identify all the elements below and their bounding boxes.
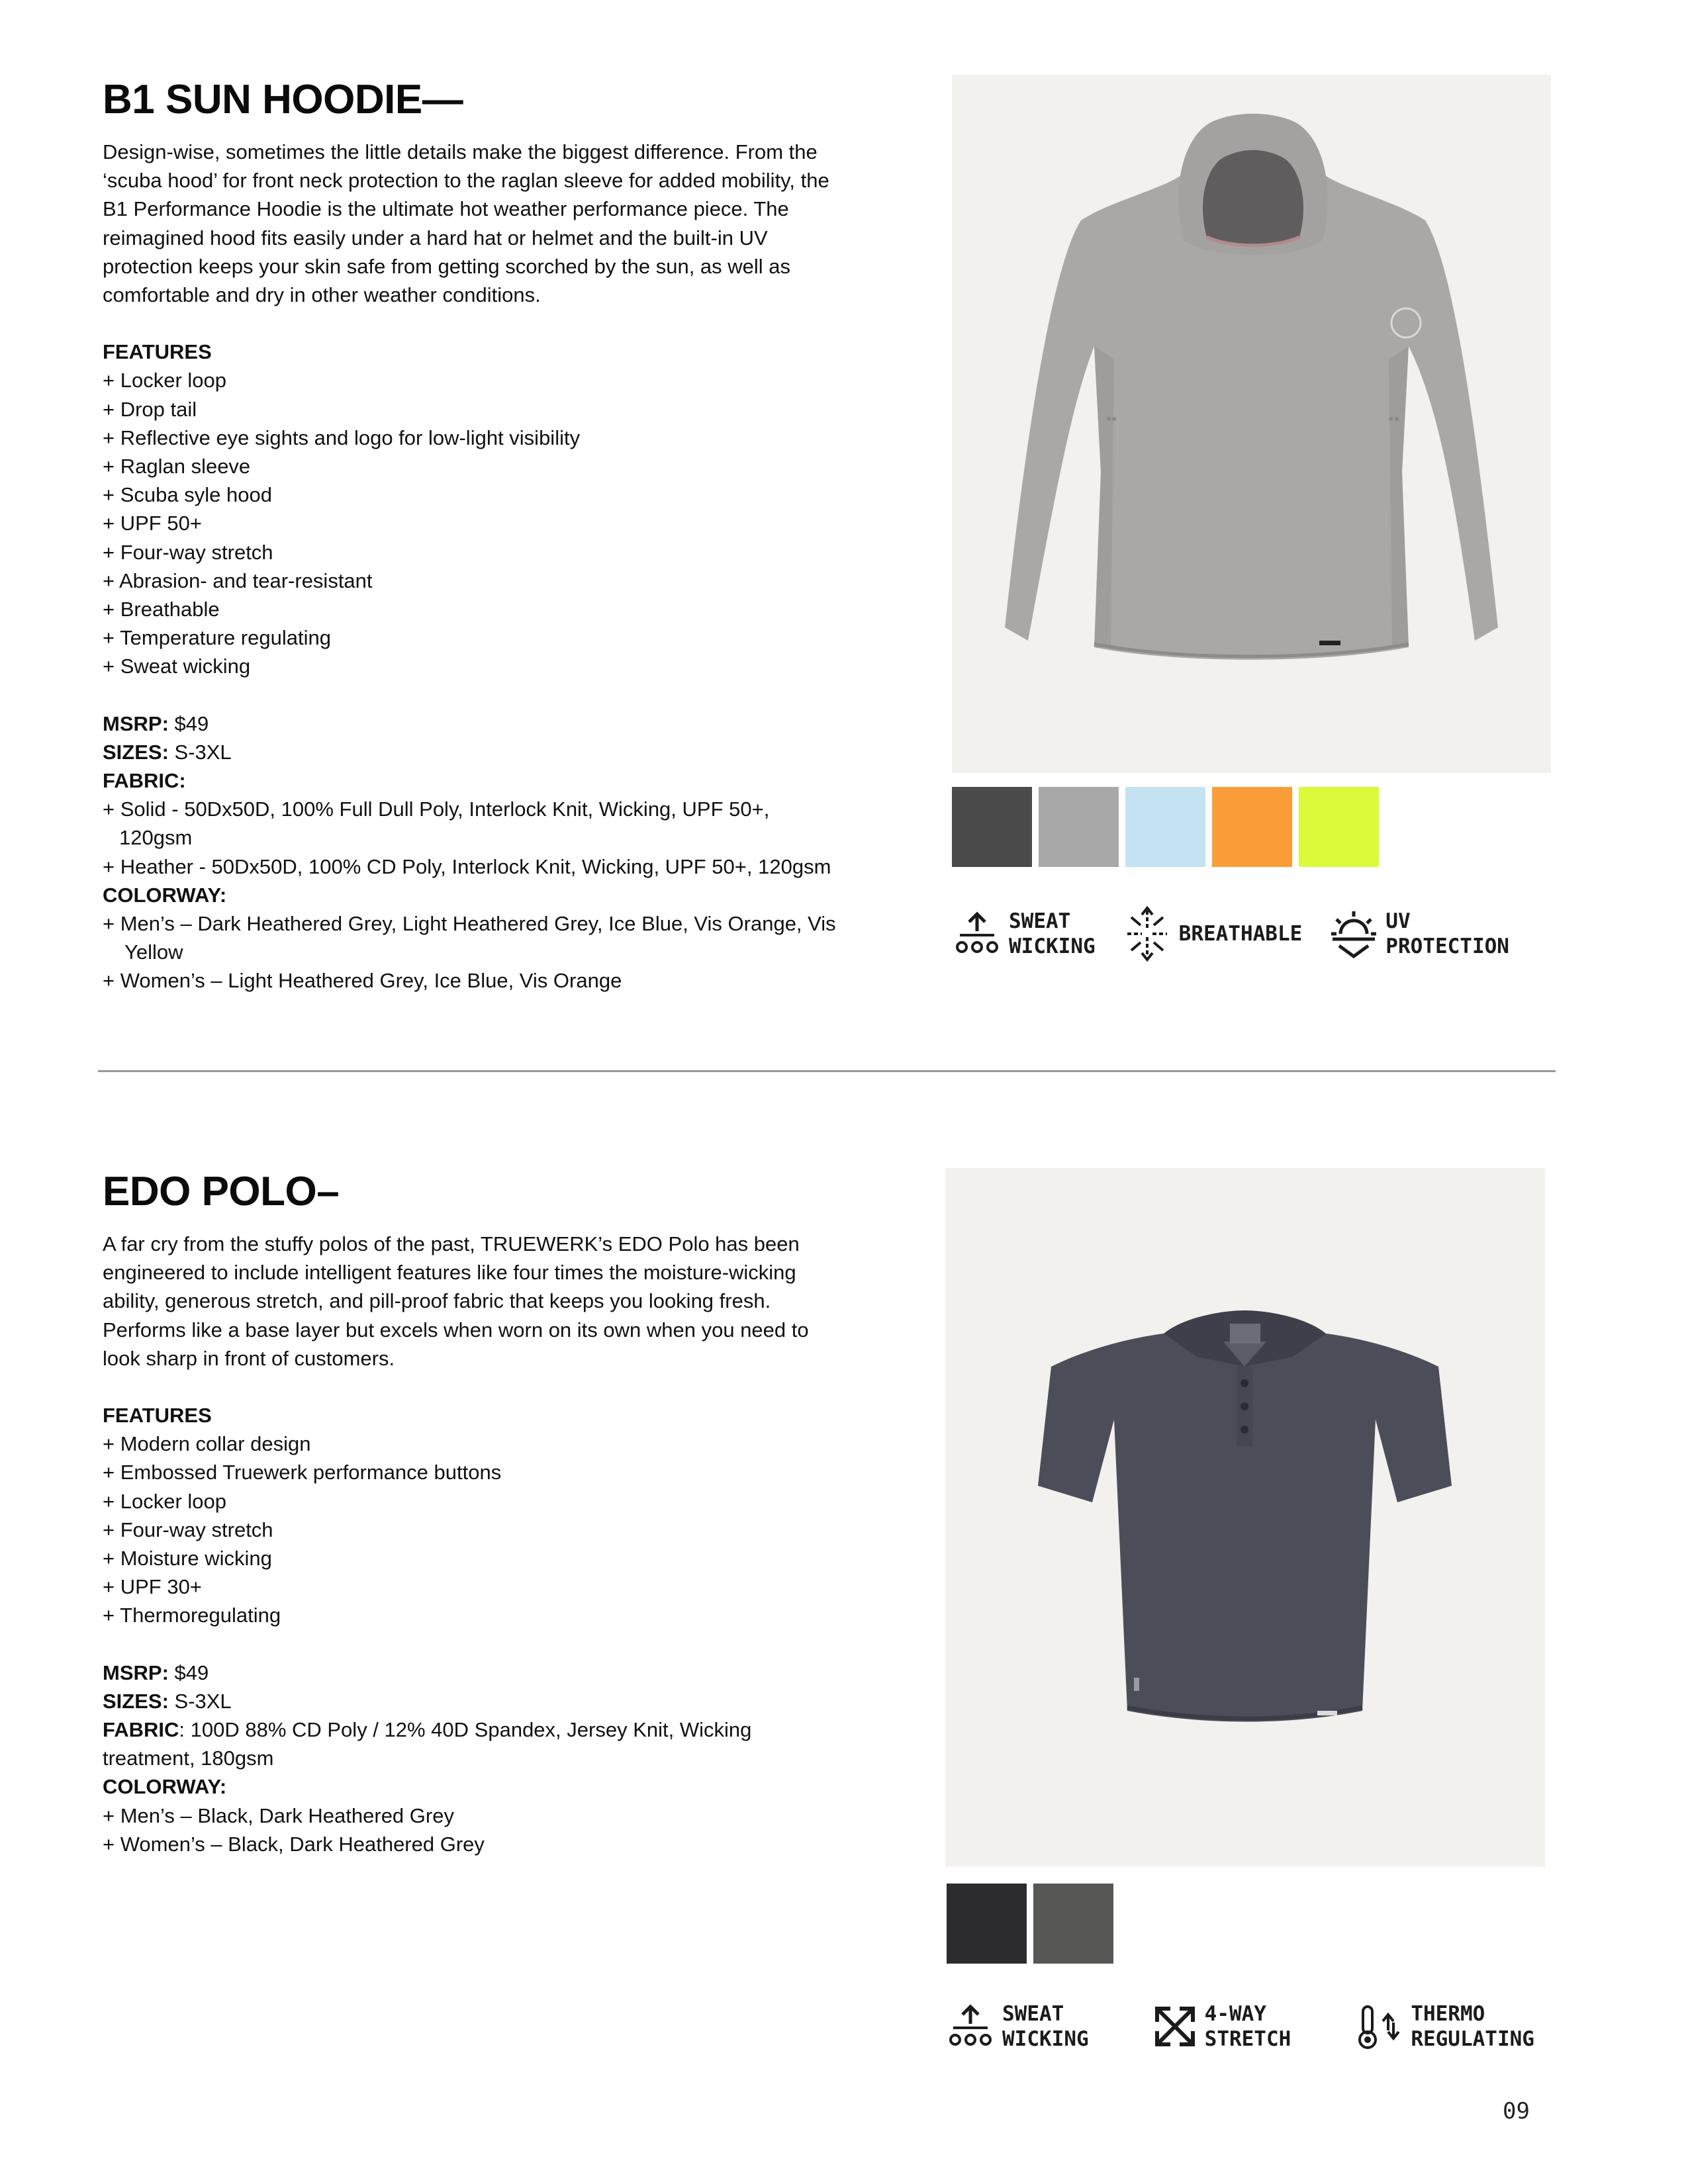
badge-breathable bbox=[1122, 904, 1303, 964]
feature-item: + Reflective eye sights and logo for low-light visibility bbox=[103, 426, 581, 449]
fabric-line: + Heather - 50Dx50D, 100% CD Poly, Interlock Knit, Wicking, UPF 50+, 120gsm bbox=[103, 854, 831, 878]
feature-item: + Scuba syle hood bbox=[103, 483, 272, 507]
fabric bbox=[103, 1715, 771, 1772]
fabric-label: FABRIC bbox=[103, 1718, 179, 1742]
color-swatch-ice-blue[interactable] bbox=[1125, 787, 1205, 867]
feature-item: + Four-way stretch bbox=[103, 1518, 273, 1541]
badge-label: THERMO REGULATING bbox=[1411, 2002, 1534, 2051]
sizes bbox=[103, 1687, 851, 1715]
msrp bbox=[103, 1659, 851, 1687]
msrp-label: MSRP: bbox=[103, 1661, 169, 1684]
feature-item: + Thermoregulating bbox=[103, 1604, 281, 1627]
thermo-regulating-icon bbox=[1354, 2001, 1404, 2052]
fabric-heading: FABRIC: bbox=[103, 769, 186, 793]
feature-item: + Temperature regulating bbox=[103, 626, 331, 650]
msrp-value: $49 bbox=[168, 711, 209, 735]
badge-label: SWEAT WICKING bbox=[1002, 2002, 1089, 2051]
badge-label: 4-WAY STRETCH bbox=[1204, 2002, 1291, 2051]
badge-thermo-regulating bbox=[1354, 2001, 1534, 2052]
fabric-value: : 100D 88% CD Poly / 12% 40D Spandex, Jersey Knit, Wicking treatment, 180gsm bbox=[103, 1718, 752, 1770]
color-swatches bbox=[947, 1884, 1113, 1964]
sizes-label: SIZES: bbox=[103, 740, 169, 764]
features-list bbox=[103, 1430, 851, 1629]
section-divider bbox=[98, 1070, 1556, 1072]
polo-photo bbox=[945, 1168, 1545, 1866]
badge-sweat-wicking bbox=[945, 2001, 1089, 2052]
badge-label: UV PROTECTION bbox=[1385, 909, 1509, 958]
hoodie-illustration bbox=[952, 75, 1551, 773]
feature-item: + Locker loop bbox=[103, 369, 226, 392]
polo-illustration bbox=[945, 1168, 1545, 1866]
four-way-stretch-icon bbox=[1152, 2003, 1198, 2050]
color-swatches bbox=[952, 787, 1379, 867]
feature-badges bbox=[952, 904, 1536, 964]
feature-item: + Drop tail bbox=[103, 397, 197, 421]
feature-item: + UPF 30+ bbox=[103, 1575, 202, 1599]
feature-item: + Modern collar design bbox=[103, 1432, 311, 1456]
product-edo-polo bbox=[0, 1092, 1688, 2184]
page-number: 09 bbox=[1503, 2098, 1530, 2124]
color-swatch-vis-orange[interactable] bbox=[1212, 787, 1292, 867]
features-heading: FEATURES bbox=[103, 340, 212, 364]
badge-uv-protection bbox=[1329, 907, 1509, 960]
feature-item: + Abrasion- and tear-resistant bbox=[103, 569, 373, 592]
colorway-line: + Men’s – Black, Dark Heathered Grey bbox=[103, 1803, 454, 1827]
badge-label: BREATHABLE bbox=[1178, 922, 1303, 946]
features-heading: FEATURES bbox=[103, 1404, 212, 1428]
feature-item: + Breathable bbox=[103, 598, 220, 621]
msrp bbox=[103, 709, 851, 738]
sweat-wicking-icon bbox=[945, 2001, 996, 2052]
colorway-line: + Women’s – Black, Dark Heathered Grey bbox=[103, 1832, 485, 1856]
feature-item: + Four-way stretch bbox=[103, 540, 273, 564]
msrp-value: $49 bbox=[168, 1661, 209, 1684]
product-details bbox=[103, 74, 851, 995]
sizes bbox=[103, 738, 851, 766]
colorway-line: + Women’s – Light Heathered Grey, Ice Blue, Vis Orange bbox=[103, 969, 622, 993]
color-swatch-vis-yellow[interactable] bbox=[1299, 787, 1379, 867]
breathable-icon bbox=[1122, 904, 1172, 964]
product-description: Design-wise, sometimes the little details make the biggest difference. From the ‘scuba hood’ for front neck protection to the raglan sleeve for added mobility, the B1 Performance Hoodie is the ultimate hot weather performance piece. The reimagined hood fits easily under a hard hat or helmet and the built-in UV protection keeps your skin safe from getting scorched by the sun, as well as comfortable and dry in other weather conditions. bbox=[103, 140, 829, 307]
colorway-heading: COLORWAY: bbox=[103, 883, 227, 907]
badge-label: SWEAT WICKING bbox=[1009, 909, 1096, 958]
sizes-label: SIZES: bbox=[103, 1689, 169, 1713]
product-b1-sun-hoodie bbox=[0, 0, 1688, 1059]
color-swatch-light-heathered-grey[interactable] bbox=[1039, 787, 1119, 867]
features-list bbox=[103, 366, 851, 680]
sizes-value: S-3XL bbox=[168, 1689, 232, 1713]
sizes-value: S-3XL bbox=[168, 740, 232, 764]
feature-item: + Moisture wicking bbox=[103, 1547, 272, 1570]
feature-item: + Sweat wicking bbox=[103, 655, 251, 678]
fabric-line: + Solid - 50Dx50D, 100% Full Dull Poly, Interlock Knit, Wicking, UPF 50+, 120gsm bbox=[103, 797, 770, 850]
colorway-line: + Men’s – Dark Heathered Grey, Light Heathered Grey, Ice Blue, Vis Orange, Vis Yellow bbox=[103, 912, 836, 964]
hoodie-photo bbox=[952, 75, 1551, 773]
color-swatch-black[interactable] bbox=[947, 1884, 1027, 1964]
feature-item: + Locker loop bbox=[103, 1489, 226, 1513]
colorway-heading: COLORWAY: bbox=[103, 1775, 227, 1799]
feature-item: + Raglan sleeve bbox=[103, 455, 251, 478]
product-title: B1 SUN HOODIE— bbox=[103, 77, 463, 122]
product-details bbox=[103, 1166, 851, 1858]
feature-item: + UPF 50+ bbox=[103, 512, 202, 535]
color-swatch-dark-heathered-grey[interactable] bbox=[1033, 1884, 1113, 1964]
uv-protection-icon bbox=[1329, 907, 1379, 960]
product-title: EDO POLO– bbox=[103, 1169, 340, 1214]
msrp-label: MSRP: bbox=[103, 711, 169, 735]
feature-item: + Embossed Truewerk performance buttons bbox=[103, 1461, 502, 1484]
product-description: A far cry from the stuffy polos of the past, TRUEWERK’s EDO Polo has been engineered to include intelligent features like four times the moisture-wicking ability, generous stretch, and pill-proof fabric that keeps you looking fresh. Performs like a base layer but excels when worn on its own when you need to look sharp in front of customers. bbox=[103, 1232, 809, 1370]
badge-sweat-wicking bbox=[952, 909, 1096, 959]
badge-4-way-stretch bbox=[1152, 2001, 1291, 2052]
feature-badges bbox=[945, 2001, 1561, 2052]
color-swatch-dark-heathered-grey[interactable] bbox=[952, 787, 1032, 867]
sweat-wicking-icon bbox=[952, 909, 1002, 959]
